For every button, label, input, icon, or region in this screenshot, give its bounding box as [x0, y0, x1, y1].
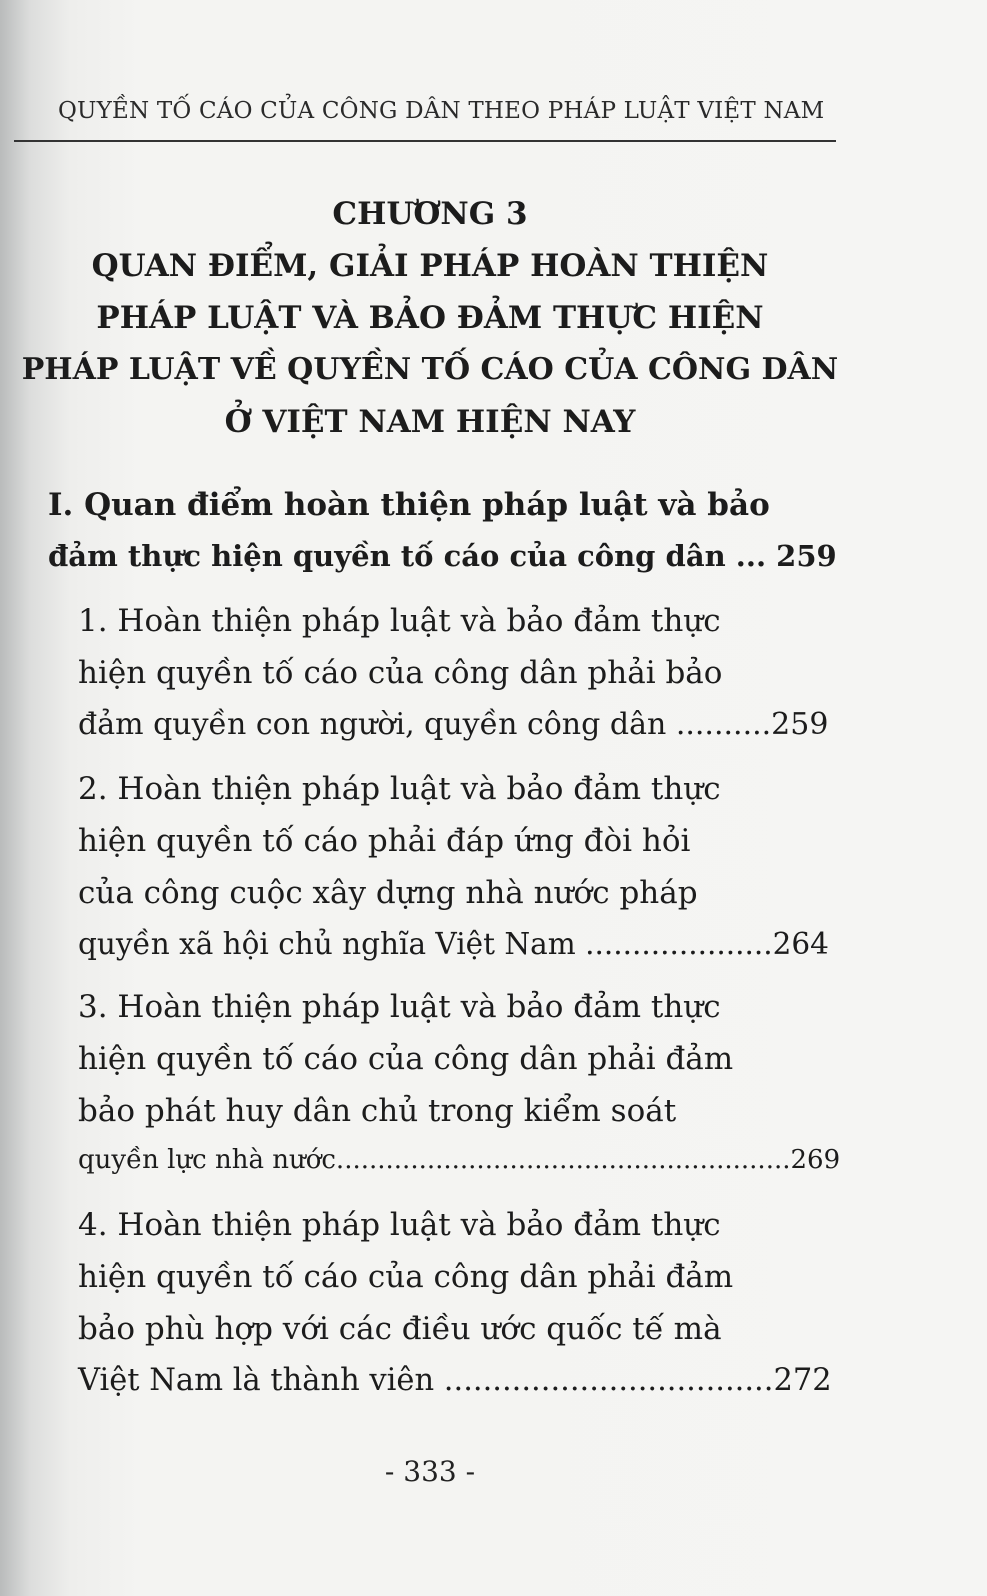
chapter-title-line: Ở VIỆT NAM HIỆN NAY: [224, 404, 636, 440]
toc-item-line: quyền xã hội chủ nghĩa Việt Nam ....................264: [78, 927, 829, 961]
toc-item-line: 3. Hoàn thiện pháp luật và bảo đảm thực: [78, 989, 721, 1025]
toc-item-line: hiện quyền tố cáo của công dân phải đảm: [78, 1259, 734, 1295]
toc-section-line: I. Quan điểm hoàn thiện pháp luật và bảo: [48, 487, 770, 523]
toc-item-line: bảo phù hợp với các điều ước quốc tế mà: [78, 1311, 722, 1347]
toc-item-line: hiện quyền tố cáo của công dân phải đảm: [78, 1041, 734, 1077]
running-head: QUYỀN TỐ CÁO CỦA CÔNG DÂN THEO PHÁP LUẬT VIỆT NAM: [58, 98, 825, 124]
toc-item-line: Việt Nam là thành viên ..................................272: [78, 1363, 832, 1398]
chapter-title-line: PHÁP LUẬT VÀ BẢO ĐẢM THỰC HIỆN: [96, 300, 764, 336]
toc-item-line: 2. Hoàn thiện pháp luật và bảo đảm thực: [78, 771, 721, 807]
chapter-number: CHƯƠNG 3: [332, 196, 528, 232]
toc-item-line: của công cuộc xây dựng nhà nước pháp: [78, 875, 698, 911]
toc-item-line: quyền lực nhà nước.......................................................269: [78, 1145, 841, 1175]
toc-item-line: hiện quyền tố cáo của công dân phải bảo: [78, 655, 723, 691]
toc-item-line: 4. Hoàn thiện pháp luật và bảo đảm thực: [78, 1207, 721, 1243]
toc-section-line: đảm thực hiện quyền tố cáo của công dân ... 259: [48, 539, 837, 573]
toc-item-line: hiện quyền tố cáo phải đáp ứng đòi hỏi: [78, 823, 691, 859]
header-rule: [14, 140, 836, 142]
chapter-title-line: QUAN ĐIỂM, GIẢI PHÁP HOÀN THIỆN: [91, 248, 769, 284]
chapter-title-line: PHÁP LUẬT VỀ QUYỀN TỐ CÁO CỦA CÔNG DÂN: [21, 352, 839, 387]
page-number: - 333 -: [384, 1455, 476, 1488]
toc-item-line: đảm quyền con người, quyền công dân ..........259: [78, 707, 829, 742]
toc-item-line: bảo phát huy dân chủ trong kiểm soát: [78, 1093, 677, 1129]
toc-item-line: 1. Hoàn thiện pháp luật và bảo đảm thực: [78, 603, 721, 639]
